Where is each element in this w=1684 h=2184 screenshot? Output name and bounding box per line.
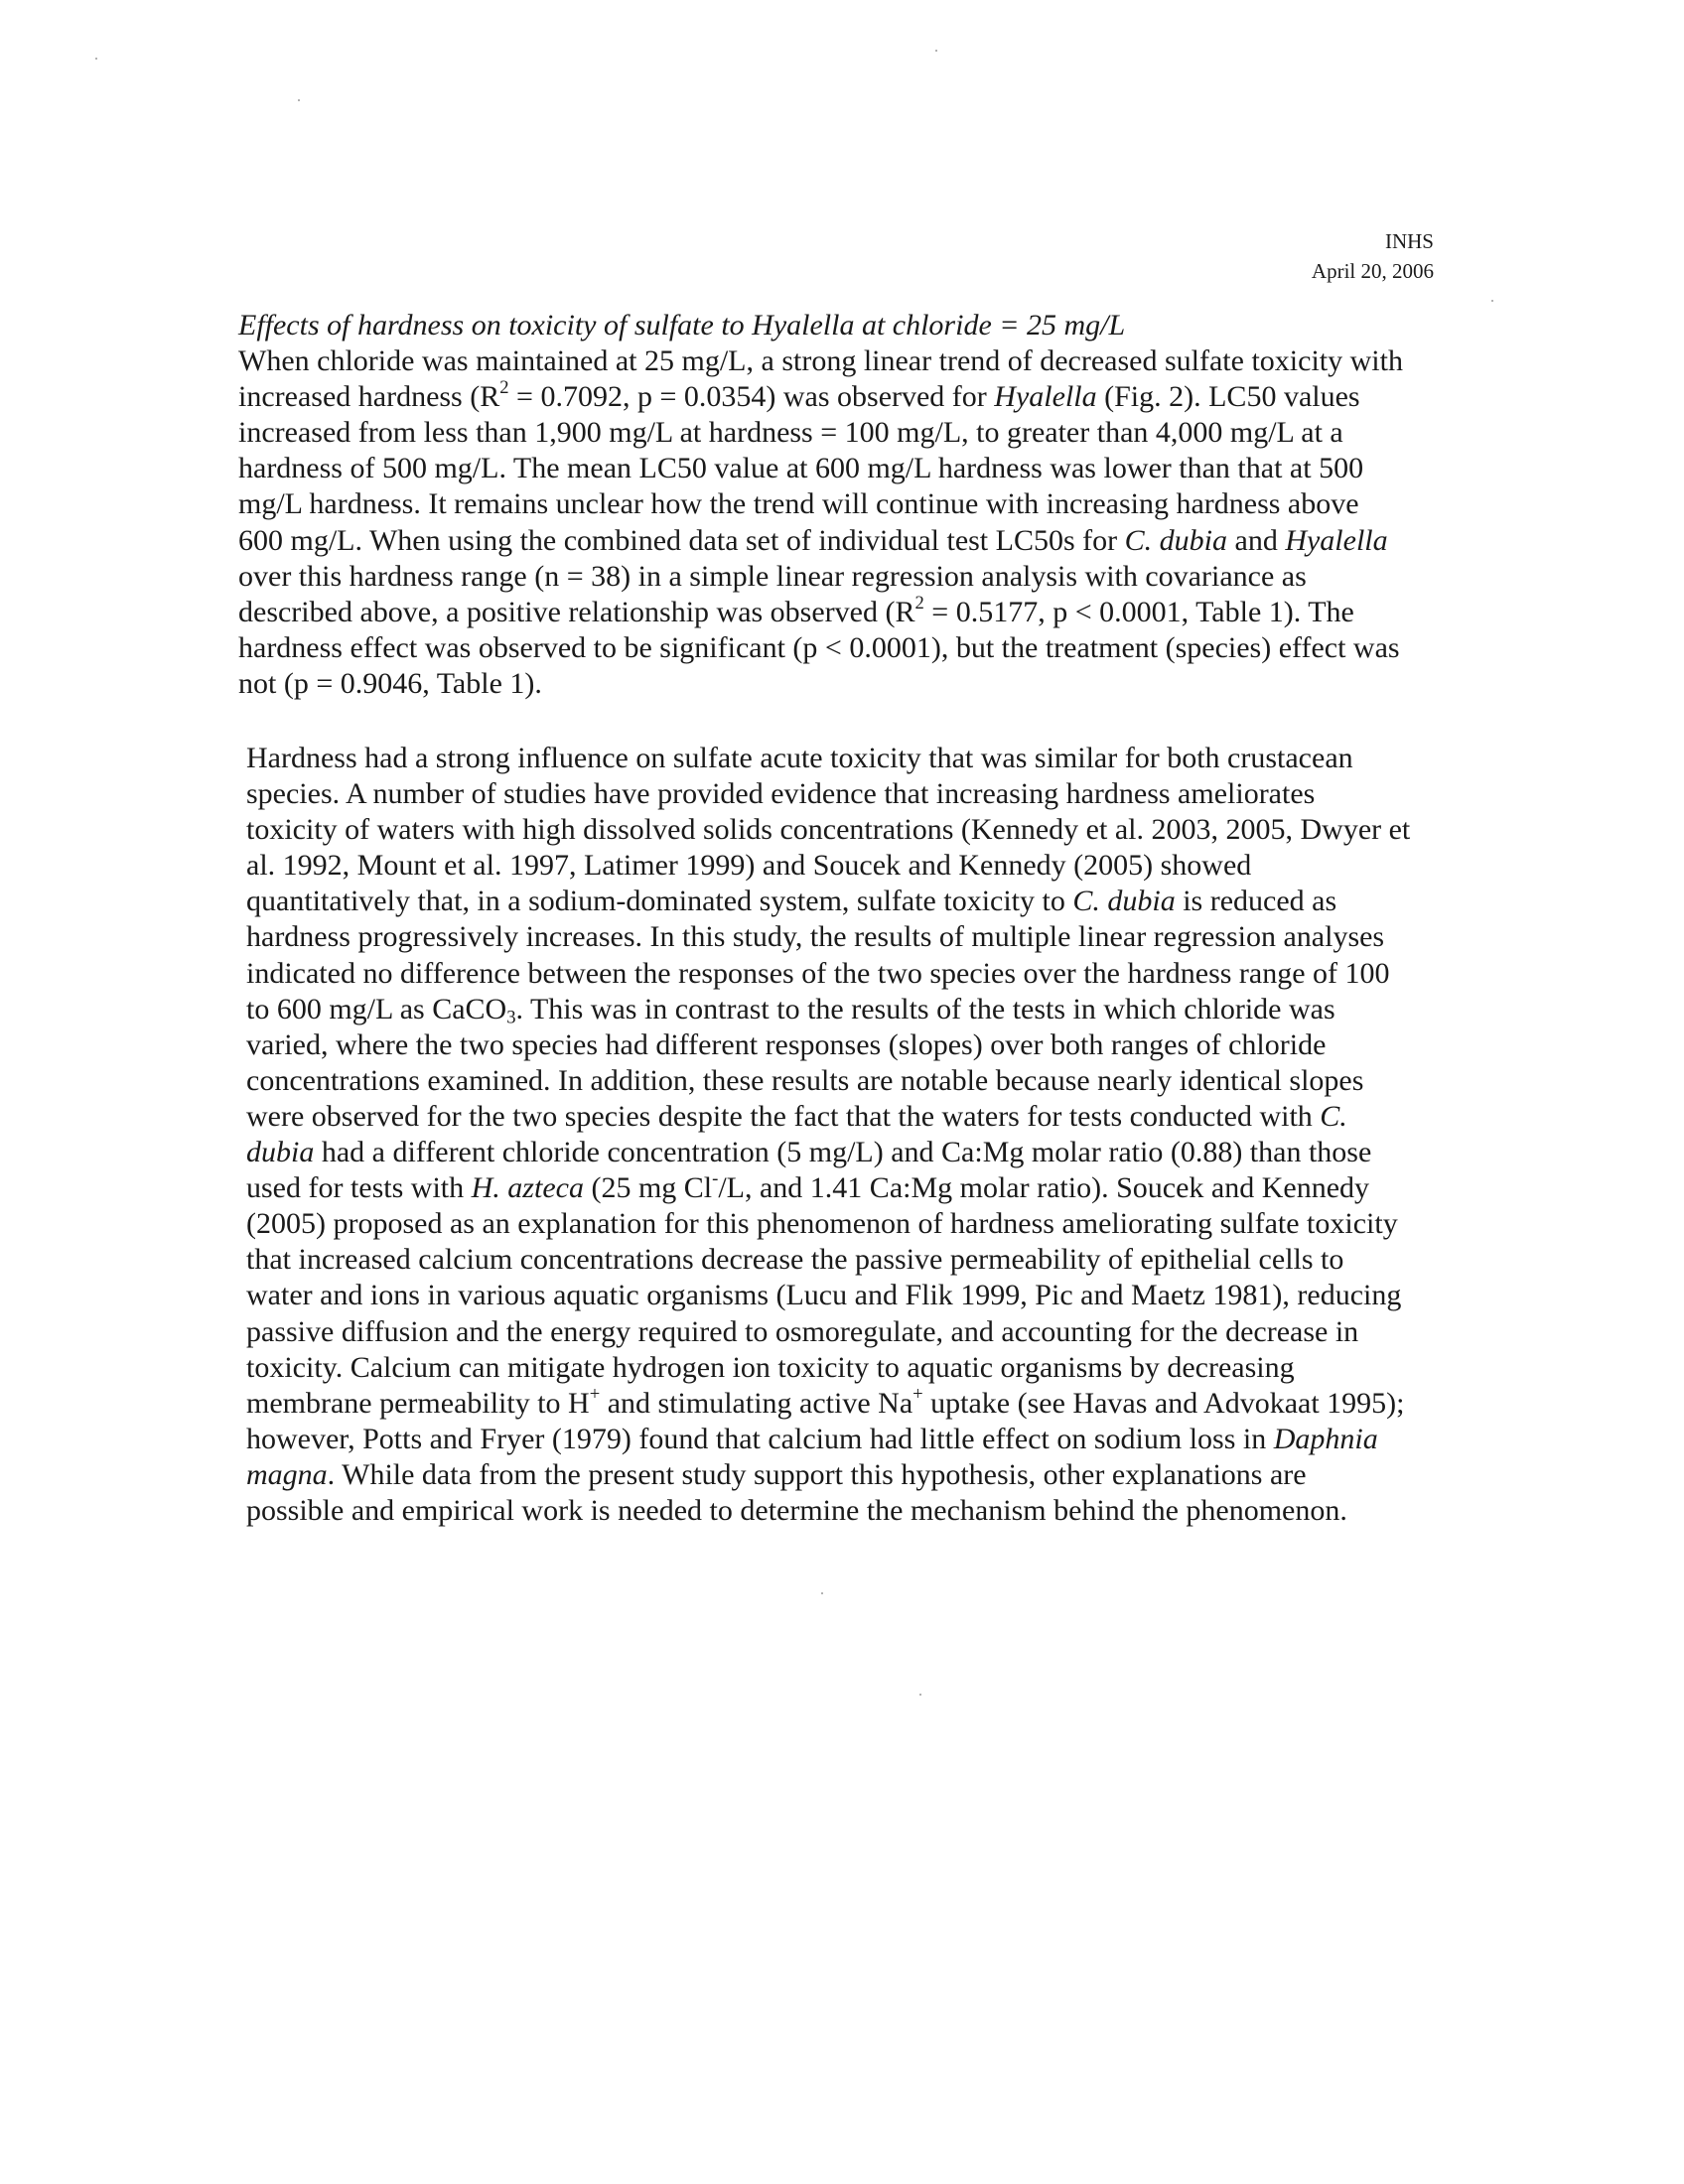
superscript: 2 [499,377,509,399]
scan-speck [298,99,300,101]
header-date: April 20, 2006 [1311,259,1434,283]
text-line: used for tests with H. azteca (25 mg Cl-/L, and 1.41 Ca:Mg molar ratio). Soucek and Kennedy [246,1168,1370,1205]
text-line: magna. While data from the present study support this hypothesis, other explanations are [246,1457,1307,1491]
header-org: INHS [1384,229,1434,253]
species-name: C. dubia [1072,885,1176,918]
text-line: (2005) proposed as an explanation for this phenomenon of hardness ameliorating sulfate toxicity [246,1207,1398,1241]
species-name: C. dubia [1124,523,1227,557]
species-name: Hyalella [994,380,1097,414]
scan-speck [935,50,937,52]
paragraph-hardness-hyalella [238,308,1440,702]
text-line: were observed for the two species despite the fact that the waters for tests conducted with C. [246,1099,1347,1133]
text-line: toxicity of waters with high dissolved solids concentrations (Kennedy et al. 2003, 2005, Dwyer et [246,813,1411,847]
text-line: quantitatively that, in a sodium-dominated system, sulfate toxicity to C. dubia is reduced as [246,885,1337,918]
text-line: Hardness had a strong influence on sulfate acute toxicity that was similar for both crustacean [246,742,1353,774]
scan-speck [919,1694,921,1696]
paragraph-hardness-discussion [246,741,1443,1529]
text-line: possible and empirical work is needed to determine the mechanism behind the phenomenon. [246,1493,1347,1527]
scan-speck [95,58,97,60]
text-line: al. 1992, Mount et al. 1997, Latimer 1999) and Soucek and Kennedy (2005) showed [246,849,1252,883]
species-name: dubia [246,1136,315,1169]
text-line: hardness effect was observed to be significant (p < 0.0001), but the treatment (species) effect was [238,630,1400,664]
section-heading: Effects of hardness on toxicity of sulfate to Hyalella at chloride = 25 mg/L [238,309,1126,341]
superscript: - [712,1168,719,1190]
text-line: to 600 mg/L as CaCO$_3$. This was in contrast to the results of the tests in which chloride was [246,992,1335,1028]
superscript: + [912,1383,923,1405]
text-line: varied, where the two species had different responses (slopes) over both ranges of chloride [246,1027,1327,1061]
text-line: increased from less than 1,900 mg/L at hardness = 100 mg/L, to greater than 4,000 mg/L at a [238,416,1343,450]
subscript: 3 [506,1007,516,1028]
species-name: H. azteca [471,1171,584,1205]
species-name: magna [246,1457,328,1491]
text-line: species. A number of studies have provided evidence that increasing hardness ameliorates [246,777,1316,811]
species-name: C. [1320,1099,1347,1133]
text-line: passive diffusion and the energy required to osmoregulate, and accounting for the decrease in [246,1314,1359,1348]
text-line: toxicity. Calcium can mitigate hydrogen ion toxicity to aquatic organisms by decreasing [246,1350,1295,1384]
text-line: that increased calcium concentrations decrease the passive permeability of epithelial cells to [246,1243,1344,1277]
text-line: over this hardness range (n = 38) in a simple linear regression analysis with covariance as [238,559,1307,593]
text-line: indicated no difference between the responses of the two species over the hardness range of 100 [246,956,1390,990]
text-line: water and ions in various aquatic organisms (Lucu and Flik 1999, Pic and Maetz 1981), reducing [246,1279,1402,1312]
superscript: + [589,1383,601,1405]
text-line: mg/L hardness. It remains unclear how the trend will continue with increasing hardness above [238,487,1359,521]
page-header [1312,226,1434,286]
text-line: not (p = 0.9046, Table 1). [238,666,542,700]
scan-speck [821,1592,823,1594]
text-line: When chloride was maintained at 25 mg/L, a strong linear trend of decreased sulfate toxicity with [238,344,1403,378]
text-line: hardness progressively increases. In this study, the results of multiple linear regression analyses [246,920,1385,954]
text-line: hardness of 500 mg/L. The mean LC50 value at 600 mg/L hardness was lower than that at 500 [238,452,1364,485]
species-name: Hyalella [1285,523,1388,557]
text-line: described above, a positive relationship was observed ($R^2 = 0.5177$, p < 0.0001, Table 1). The [238,592,1354,628]
text-line: however, Potts and Fryer (1979) found that calcium had little effect on sodium loss in Daphnia [246,1422,1378,1455]
text-line: increased hardness ($R^2 = 0.7092$, p = 0.0354) was observed for Hyalella (Fig. 2). LC50 values [238,377,1360,414]
superscript: 2 [914,592,924,614]
text-line: membrane permeability to H+ and stimulating active Na+ uptake (see Havas and Advokaat 1995); [246,1383,1405,1420]
text-line: concentrations examined. In addition, these results are notable because nearly identical slopes [246,1063,1364,1097]
text-line: dubia had a different chloride concentration (5 mg/L) and Ca:Mg molar ratio (0.88) than those [246,1136,1372,1169]
text-line: 600 mg/L. When using the combined data set of individual test LC50s for C. dubia and Hyalella [238,523,1388,557]
scan-speck [1491,300,1493,302]
species-name: Daphnia [1273,1422,1378,1455]
